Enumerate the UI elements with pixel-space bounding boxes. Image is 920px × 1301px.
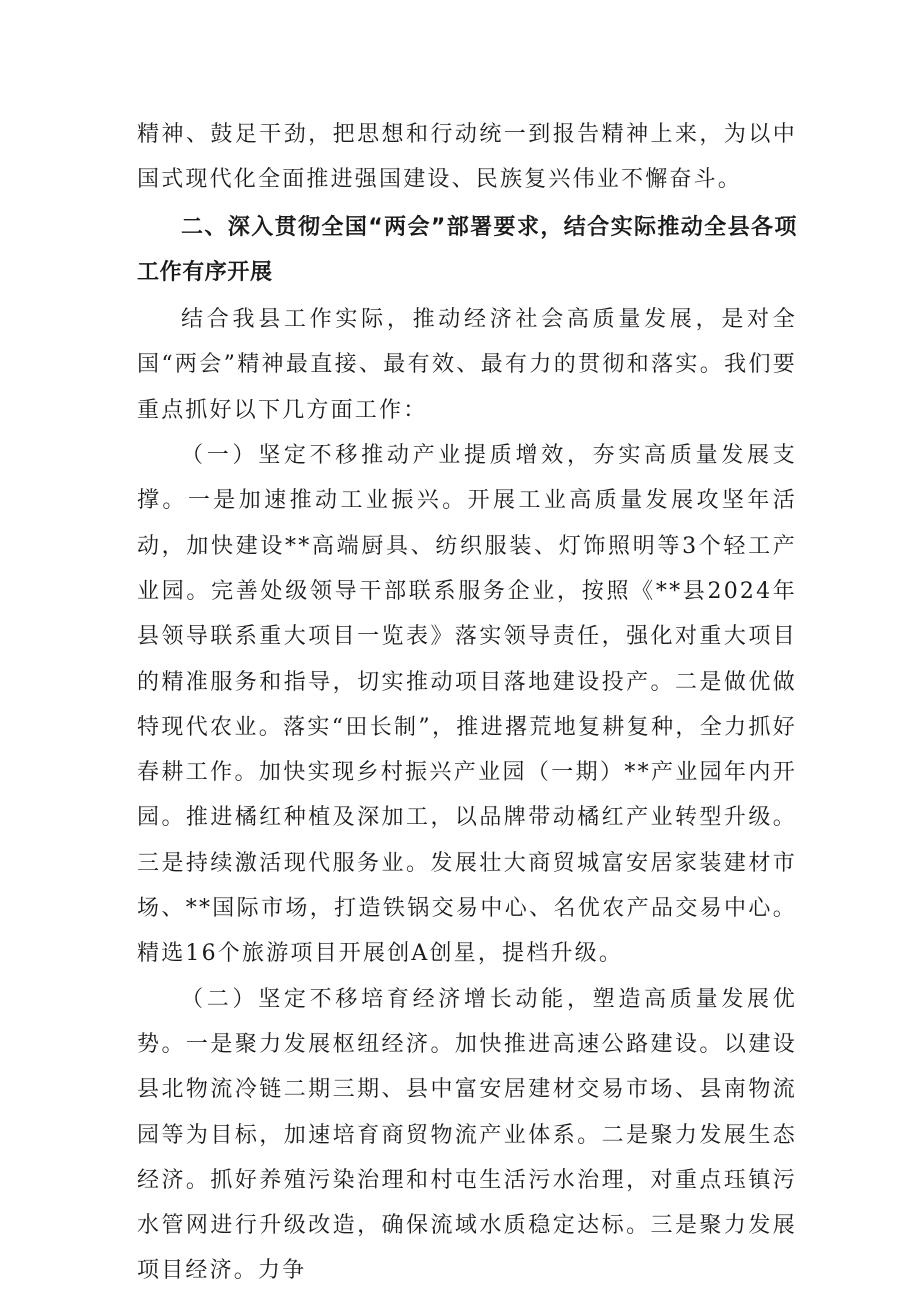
paragraph-intro: 结合我县工作实际，推动经济社会高质量发展，是对全国“两会”精神最直接、最有效、最有力的贯彻和落实。我们要重点抓好以下几方面工作： bbox=[137, 307, 797, 423]
paragraph-item-2: （二）坚定不移培育经济增长动能，塑造高质量发展优势。一是聚力发展枢纽经济。加快推进高速公路建设。以建设县北物流冷链二期三期、县中富安居建材交易市场、县南物流园等为目标，加速培育商贸物流产业体系。二是聚力发展生态经济。抓好养殖污染治理和村屯生活污水治理，对重点珏镇污水管网进行升级改造，确保流域水质稳定达标。三是聚力发展项目经济。力争 bbox=[137, 986, 797, 1284]
section-heading: 二、深入贯彻全国“两会”部署要求，结合实际推动全县各项工作有序开展 bbox=[137, 214, 797, 285]
document-body bbox=[137, 112, 797, 1294]
paragraph-continuation: 精神、鼓足干劲，把思想和行动统一到报告精神上来，为以中国式现代化全面推进强国建设、民族复兴伟业不懈奋斗。 bbox=[137, 122, 797, 193]
paragraph-item-1: （一）坚定不移推动产业提质增效，夯实高质量发展支撑。一是加速推动工业振兴。开展工业高质量发展攻坚年活动，加快建设**高端厨具、纺织服装、灯饰照明等3个轻工产业园。完善处级领导干部联系服务企业，按照《**县2024年县领导联系重大项目一览表》落实领导责任，强化对重大项目的精准服务和指导，切实推动项目落地建设投产。二是做优做特现代农业。落实“田长制”，推进撂荒地复耕复种，全力抓好春耕工作。加快实现乡村振兴产业园（一期）**产业园年内开园。推进橘红种植及深加工，以品牌带动橘红产业转型升级。三是持续激活现代服务业。发展壮大商贸城富安居家装建材市场、**国际市场，打造铁锅交易中心、名优农产品交易中心。精选16个旅游项目开展创A创星，提档升级。 bbox=[137, 443, 797, 967]
